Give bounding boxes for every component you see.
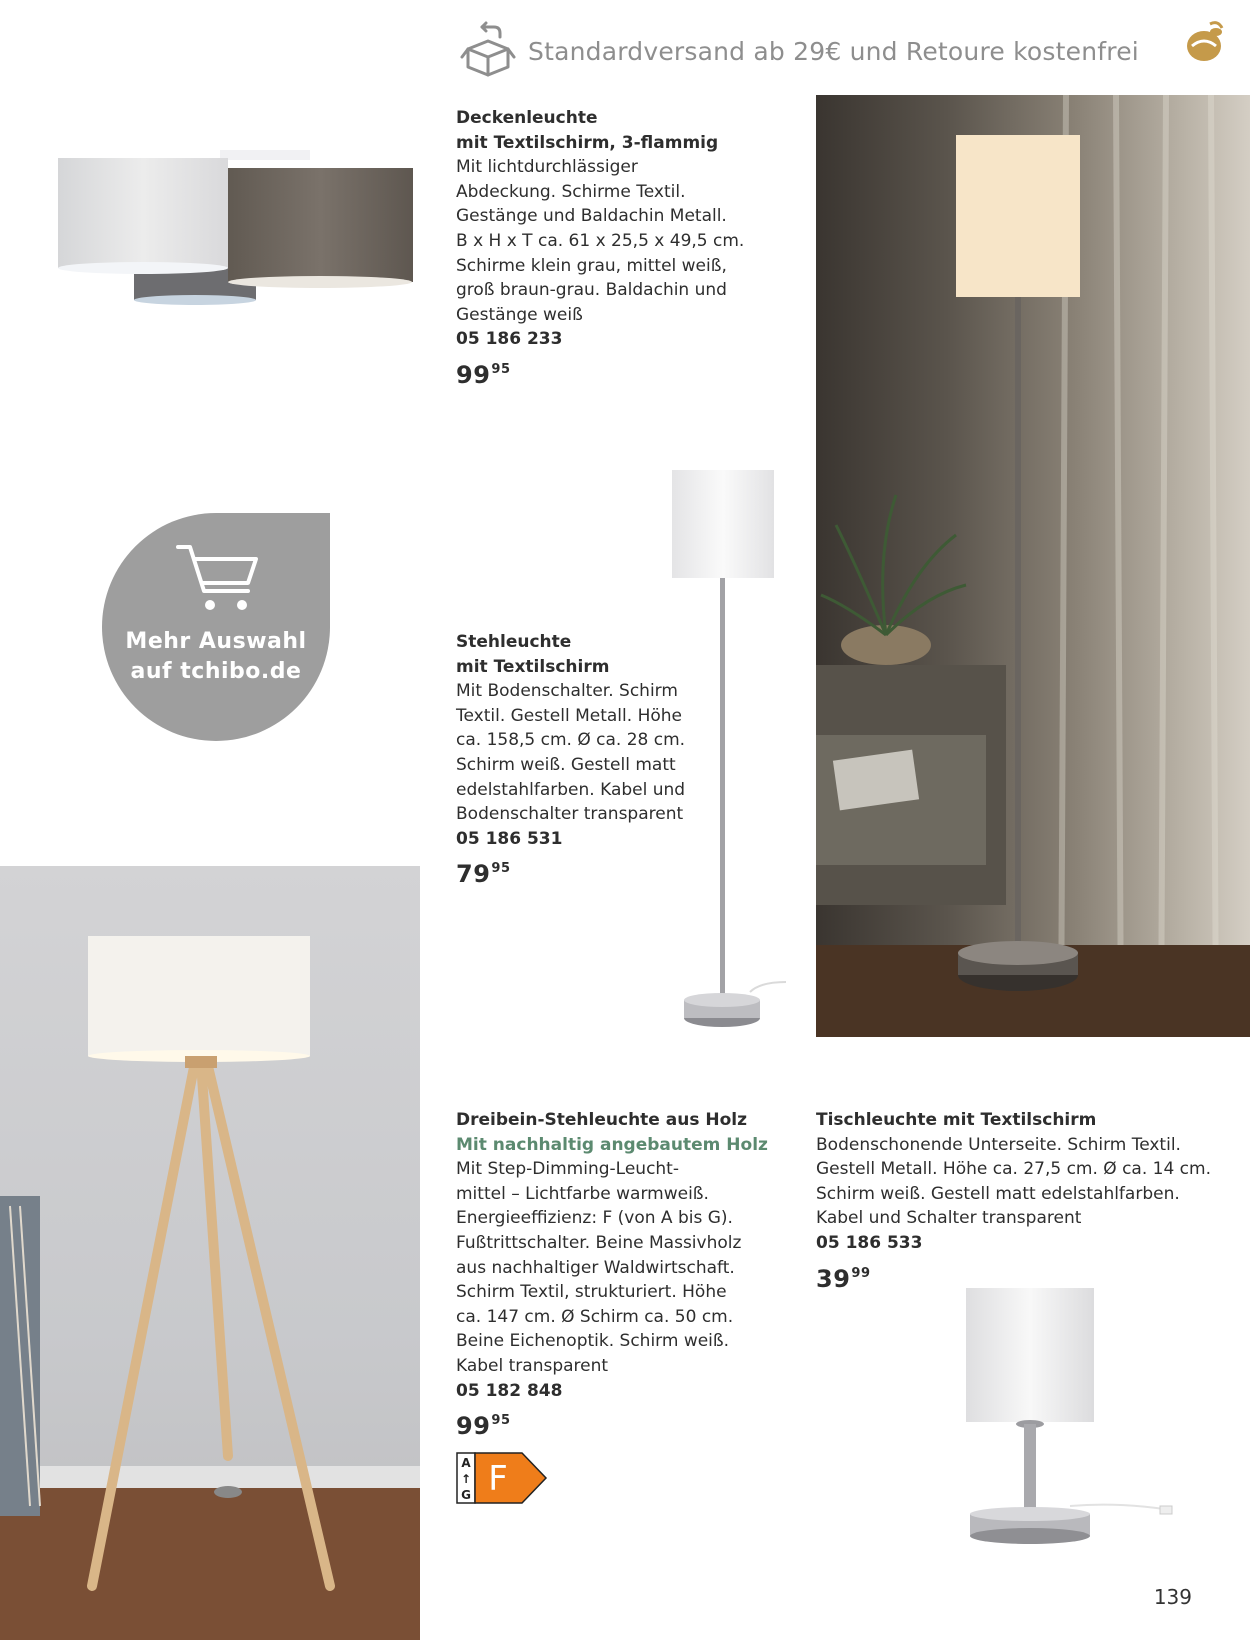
- product-desc-line: Mit lichtdurchlässiger: [456, 157, 638, 178]
- product-title: Deckenleuchte: [456, 108, 598, 128]
- price: $99^{95}$: [456, 1412, 511, 1441]
- product-floor-lamp: [456, 630, 696, 887]
- product-title: Tischleuchte mit Textilschirm: [816, 1110, 1097, 1130]
- product-title: mit Textilschirm, 3-flammig: [456, 132, 719, 153]
- product-desc-line: Bodenschonende Unterseite. Schirm Textil.: [816, 1134, 1181, 1155]
- price: $79^{95}$: [456, 860, 511, 889]
- product-desc-line: Gestänge weiß: [456, 304, 583, 325]
- energy-scale-bottom: G: [461, 1488, 471, 1502]
- product-desc-line: ca. 147 cm. Ø Schirm ca. 50 cm.: [456, 1306, 734, 1327]
- shipping-text: Standardversand ab 29€ und Retoure kostenfrei: [528, 36, 1139, 66]
- product-desc-line: edelstahlfarben. Kabel und: [456, 779, 686, 800]
- product-desc-line: aus nachhaltiger Waldwirtschaft.: [456, 1257, 735, 1278]
- product-desc-line: Bodenschalter transparent: [456, 804, 684, 825]
- price: $39^{99}$: [816, 1264, 871, 1293]
- energy-class: F: [488, 1459, 508, 1499]
- product-desc-line: mittel – Lichtfarbe warmweiß.: [456, 1183, 709, 1204]
- shipping-banner: [458, 18, 1218, 84]
- product-desc-line: Schirme klein grau, mittel weiß,: [456, 255, 727, 276]
- article-number: 05 186 233: [456, 329, 563, 350]
- product-desc-line: Gestänge und Baldachin Metall.: [456, 206, 727, 227]
- energy-scale-top: A: [461, 1456, 471, 1470]
- page-number: 139: [1153, 1585, 1192, 1609]
- product-desc-line: Schirm Textil, strukturiert. Höhe: [456, 1282, 727, 1303]
- product-desc-line: Kabel transparent: [456, 1355, 609, 1376]
- product-desc-line: B x H x T ca. 61 x 25,5 x 49,5 cm.: [456, 230, 745, 251]
- product-desc-line: Fußtrittschalter. Beine Massivholz: [456, 1232, 742, 1253]
- shopping-cart-icon: [176, 543, 260, 615]
- promo-more-selection[interactable]: [102, 513, 330, 741]
- tchibo-bean-icon[interactable]: [1180, 18, 1230, 68]
- article-number: 05 186 531: [456, 828, 563, 849]
- product-desc-line: Gestell Metall. Höhe ca. 27,5 cm. Ø ca. 14 cm.: [816, 1159, 1211, 1180]
- price: $99^{95}$: [456, 360, 511, 389]
- table-lamp-image: [950, 1282, 1180, 1562]
- product-title: Dreibein-Stehleuchte aus Holz: [456, 1110, 747, 1130]
- ceiling-lamp-image: [40, 120, 440, 330]
- article-number: 05 182 848: [456, 1380, 563, 1401]
- product-desc-line: Beine Eichenoptik. Schirm weiß.: [456, 1331, 730, 1352]
- product-desc-line: Schirm weiß. Gestell matt edelstahlfarben.: [816, 1183, 1180, 1204]
- tripod-floor-lamp-photo: [0, 866, 420, 1640]
- product-ceiling-lamp: [456, 106, 796, 388]
- energy-label: [456, 1452, 548, 1504]
- product-desc-line: Textil. Gestell Metall. Höhe: [456, 705, 682, 726]
- return-box-icon: [458, 21, 518, 81]
- product-desc-line: Kabel und Schalter transparent: [816, 1208, 1082, 1229]
- product-desc-line: Mit Bodenschalter. Schirm: [456, 681, 678, 702]
- article-number: 05 186 533: [816, 1232, 923, 1253]
- product-desc-line: Abdeckung. Schirme Textil.: [456, 181, 686, 202]
- product-desc-line: groß braun-grau. Baldachin und: [456, 280, 727, 301]
- room-floor-lamp-photo: [816, 95, 1250, 1037]
- sustainability-note: Mit nachhaltig angebautem Holz: [456, 1134, 768, 1155]
- product-desc-line: Energieeffizienz: F (von A bis G).: [456, 1208, 733, 1229]
- product-desc-line: Mit Step-Dimming-Leucht-: [456, 1159, 679, 1180]
- product-table-lamp: [816, 1108, 1236, 1291]
- product-desc-line: ca. 158,5 cm. Ø ca. 28 cm.: [456, 730, 686, 751]
- product-tripod-lamp: [456, 1108, 786, 1439]
- product-title: mit Textilschirm: [456, 656, 610, 677]
- energy-scale-arrow: ↑: [460, 1472, 472, 1486]
- promo-text: Mehr Auswahl auf tchibo.de: [125, 629, 307, 684]
- product-title: Stehleuchte: [456, 632, 572, 652]
- product-desc-line: Schirm weiß. Gestell matt: [456, 754, 676, 775]
